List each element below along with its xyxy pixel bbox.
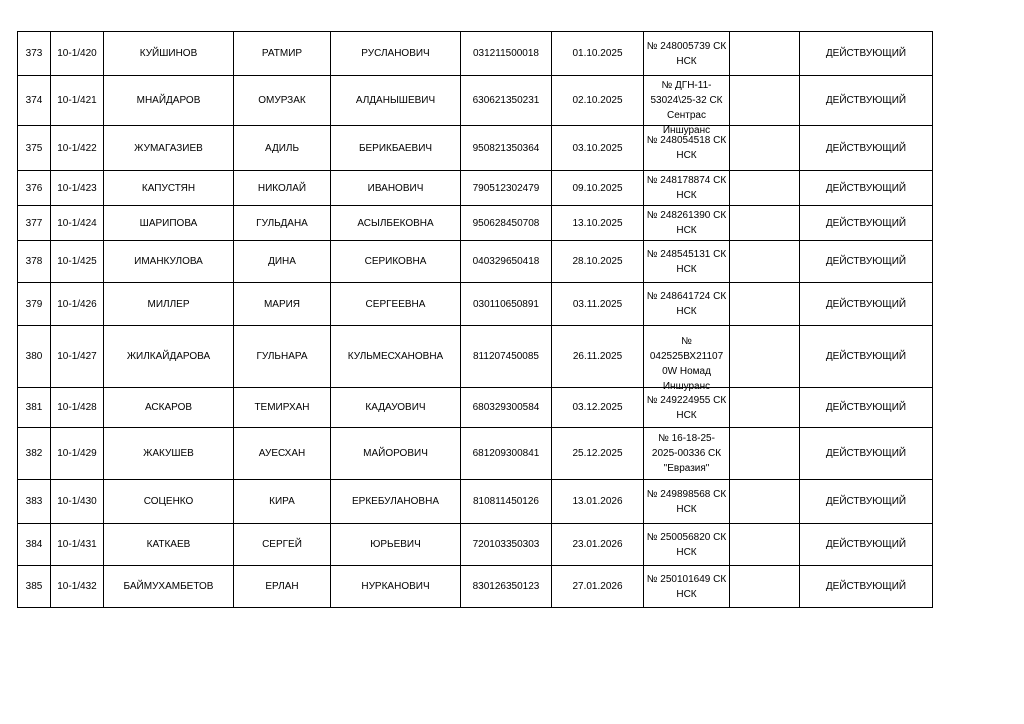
row-number-cell: 384 xyxy=(18,524,51,566)
status-cell: ДЕЙСТВУЮЩИЙ xyxy=(800,524,933,566)
note-cell xyxy=(730,428,800,480)
date-cell: 23.01.2026 xyxy=(552,524,644,566)
note-cell xyxy=(730,32,800,76)
status-cell: ДЕЙСТВУЮЩИЙ xyxy=(800,283,933,326)
note-cell xyxy=(730,76,800,126)
table-row xyxy=(18,171,933,206)
patronymic-cell: ИВАНОВИЧ xyxy=(331,171,461,206)
patronymic-cell: АЛДАНЫШЕВИЧ xyxy=(331,76,461,126)
patronymic-cell: НУРКАНОВИЧ xyxy=(331,566,461,608)
table-row xyxy=(18,388,933,428)
iin-cell: 681209300841 xyxy=(461,428,552,480)
patronymic-cell: ЮРЬЕВИЧ xyxy=(331,524,461,566)
insurance-policy-cell xyxy=(644,566,730,608)
status-cell: ДЕЙСТВУЮЩИЙ xyxy=(800,126,933,171)
table-row xyxy=(18,206,933,241)
row-number-cell: 381 xyxy=(18,388,51,428)
patronymic-cell: СЕРИКОВНА xyxy=(331,241,461,283)
row-number-cell: 376 xyxy=(18,171,51,206)
last-name-cell: ЖИЛКАЙДАРОВА xyxy=(104,326,234,388)
table-row xyxy=(18,76,933,126)
registration-number-cell: 10-1/421 xyxy=(51,76,104,126)
date-cell: 03.10.2025 xyxy=(552,126,644,171)
registration-number-cell: 10-1/430 xyxy=(51,480,104,524)
registration-number-cell: 10-1/425 xyxy=(51,241,104,283)
last-name-cell: КУЙШИНОВ xyxy=(104,32,234,76)
status-cell: ДЕЙСТВУЮЩИЙ xyxy=(800,76,933,126)
insurance-policy-cell xyxy=(644,480,730,524)
iin-cell: 810811450126 xyxy=(461,480,552,524)
insurance-policy-text: № 249898568 СК НСК xyxy=(646,488,727,515)
patronymic-cell: БЕРИКБАЕВИЧ xyxy=(331,126,461,171)
last-name-cell: КАПУСТЯН xyxy=(104,171,234,206)
date-cell: 03.11.2025 xyxy=(552,283,644,326)
status-cell: ДЕЙСТВУЮЩИЙ xyxy=(800,206,933,241)
insurance-policy-text: № 248005739 СК НСК xyxy=(646,40,727,67)
insurance-policy-text: № 250056820 СК НСК xyxy=(646,531,727,558)
last-name-cell: ЖУМАГАЗИЕВ xyxy=(104,126,234,171)
registration-number-cell: 10-1/427 xyxy=(51,326,104,388)
first-name-cell: КИРА xyxy=(234,480,331,524)
first-name-cell: РАТМИР xyxy=(234,32,331,76)
iin-cell: 790512302479 xyxy=(461,171,552,206)
row-number-cell: 377 xyxy=(18,206,51,241)
first-name-cell: АУЕСХАН xyxy=(234,428,331,480)
row-number-cell: 373 xyxy=(18,32,51,76)
patronymic-cell: РУСЛАНОВИЧ xyxy=(331,32,461,76)
last-name-cell: КАТКАЕВ xyxy=(104,524,234,566)
registration-number-cell: 10-1/432 xyxy=(51,566,104,608)
last-name-cell: БАЙМУХАМБЕТОВ xyxy=(104,566,234,608)
note-cell xyxy=(730,524,800,566)
first-name-cell: АДИЛЬ xyxy=(234,126,331,171)
last-name-cell: ШАРИПОВА xyxy=(104,206,234,241)
row-number-cell: 379 xyxy=(18,283,51,326)
registration-number-cell: 10-1/431 xyxy=(51,524,104,566)
last-name-cell: МНАЙДАРОВ xyxy=(104,76,234,126)
insurance-policy-cell xyxy=(644,32,730,76)
note-cell xyxy=(730,480,800,524)
insurance-policy-cell xyxy=(644,326,730,392)
insurance-policy-text: № 248641724 СК НСК xyxy=(646,291,727,317)
patronymic-cell: АСЫЛБЕКОВНА xyxy=(331,206,461,241)
patronymic-cell: КАДАУОВИЧ xyxy=(331,388,461,428)
insurance-policy-text: № 248261390 СК НСК xyxy=(646,210,727,236)
status-cell: ДЕЙСТВУЮЩИЙ xyxy=(800,566,933,608)
registration-number-cell: 10-1/420 xyxy=(51,32,104,76)
insurance-policy-cell xyxy=(644,428,730,480)
note-cell xyxy=(730,283,800,326)
iin-cell: 030110650891 xyxy=(461,283,552,326)
table-row xyxy=(18,241,933,283)
table-row xyxy=(18,524,933,566)
status-cell: ДЕЙСТВУЮЩИЙ xyxy=(800,388,933,428)
insurance-policy-cell xyxy=(644,171,730,206)
row-number-cell: 383 xyxy=(18,480,51,524)
note-cell xyxy=(730,388,800,428)
status-cell: ДЕЙСТВУЮЩИЙ xyxy=(800,241,933,283)
row-number-cell: 385 xyxy=(18,566,51,608)
insurance-policy-cell xyxy=(644,206,730,241)
date-cell: 13.01.2026 xyxy=(552,480,644,524)
iin-cell: 031211500018 xyxy=(461,32,552,76)
iin-cell: 630621350231 xyxy=(461,76,552,126)
row-number-cell: 382 xyxy=(18,428,51,480)
date-cell: 02.10.2025 xyxy=(552,76,644,126)
row-number-cell: 375 xyxy=(18,126,51,171)
note-cell xyxy=(730,566,800,608)
registry-table-body xyxy=(18,32,933,608)
insurance-policy-cell xyxy=(644,524,730,566)
status-cell: ДЕЙСТВУЮЩИЙ xyxy=(800,428,933,480)
registration-number-cell: 10-1/428 xyxy=(51,388,104,428)
insurance-policy-text: № 250101649 СК НСК xyxy=(646,573,727,600)
insurance-policy-cell xyxy=(644,126,730,171)
iin-cell: 680329300584 xyxy=(461,388,552,428)
insurance-policy-text: № 248178874 СК НСК xyxy=(646,175,727,201)
first-name-cell: ГУЛЬДАНА xyxy=(234,206,331,241)
registration-number-cell: 10-1/422 xyxy=(51,126,104,171)
date-cell: 27.01.2026 xyxy=(552,566,644,608)
row-number-cell: 378 xyxy=(18,241,51,283)
first-name-cell: ТЕМИРХАН xyxy=(234,388,331,428)
patronymic-cell: КУЛЬМЕСХАНОВНА xyxy=(331,326,461,388)
patronymic-cell: ЕРКЕБУЛАНОВНА xyxy=(331,480,461,524)
iin-cell: 830126350123 xyxy=(461,566,552,608)
date-cell: 13.10.2025 xyxy=(552,206,644,241)
insurance-policy-text: № 248054518 СК НСК xyxy=(646,135,727,161)
insurance-policy-text: № 248545131 СК НСК xyxy=(646,248,727,275)
first-name-cell: ЕРЛАН xyxy=(234,566,331,608)
iin-cell: 950821350364 xyxy=(461,126,552,171)
patronymic-cell: СЕРГЕЕВНА xyxy=(331,283,461,326)
iin-cell: 950628450708 xyxy=(461,206,552,241)
table-row xyxy=(18,480,933,524)
note-cell xyxy=(730,326,800,388)
first-name-cell: НИКОЛАЙ xyxy=(234,171,331,206)
insurance-policy-cell xyxy=(644,76,730,136)
registration-number-cell: 10-1/423 xyxy=(51,171,104,206)
insurance-policy-text: № ДГН-11-53024\25-32 СК Сентрас Иншуранс xyxy=(650,79,723,136)
last-name-cell: СОЦЕНКО xyxy=(104,480,234,524)
note-cell xyxy=(730,241,800,283)
status-cell: ДЕЙСТВУЮЩИЙ xyxy=(800,326,933,388)
iin-cell: 040329650418 xyxy=(461,241,552,283)
status-cell: ДЕЙСТВУЮЩИЙ xyxy=(800,32,933,76)
first-name-cell: МАРИЯ xyxy=(234,283,331,326)
note-cell xyxy=(730,126,800,171)
last-name-cell: ЖАКУШЕВ xyxy=(104,428,234,480)
registration-number-cell: 10-1/429 xyxy=(51,428,104,480)
registration-number-cell: 10-1/424 xyxy=(51,206,104,241)
table-row xyxy=(18,126,933,171)
last-name-cell: МИЛЛЕР xyxy=(104,283,234,326)
last-name-cell: ИМАНКУЛОВА xyxy=(104,241,234,283)
status-cell: ДЕЙСТВУЮЩИЙ xyxy=(800,480,933,524)
first-name-cell: СЕРГЕЙ xyxy=(234,524,331,566)
first-name-cell: ДИНА xyxy=(234,241,331,283)
table-row xyxy=(18,32,933,76)
date-cell: 26.11.2025 xyxy=(552,326,644,388)
table-row xyxy=(18,283,933,326)
first-name-cell: ГУЛЬНАРА xyxy=(234,326,331,388)
last-name-cell: АСКАРОВ xyxy=(104,388,234,428)
registration-number-cell: 10-1/426 xyxy=(51,283,104,326)
date-cell: 03.12.2025 xyxy=(552,388,644,428)
row-number-cell: 374 xyxy=(18,76,51,126)
table-row xyxy=(18,428,933,480)
note-cell xyxy=(730,206,800,241)
table-row xyxy=(18,566,933,608)
first-name-cell: ОМУРЗАК xyxy=(234,76,331,126)
insurance-policy-cell xyxy=(644,241,730,283)
note-cell xyxy=(730,171,800,206)
patronymic-cell: МАЙОРОВИЧ xyxy=(331,428,461,480)
date-cell: 09.10.2025 xyxy=(552,171,644,206)
insurance-policy-text: № 16-18-25-2025-00336 СК "Евразия" xyxy=(651,433,722,474)
insurance-policy-cell xyxy=(644,283,730,326)
iin-cell: 720103350303 xyxy=(461,524,552,566)
iin-cell: 811207450085 xyxy=(461,326,552,388)
date-cell: 28.10.2025 xyxy=(552,241,644,283)
registry-table xyxy=(17,31,933,608)
status-cell: ДЕЙСТВУЮЩИЙ xyxy=(800,171,933,206)
date-cell: 01.10.2025 xyxy=(552,32,644,76)
date-cell: 25.12.2025 xyxy=(552,428,644,480)
insurance-policy-text: № 042525ВХ21107 0W Номад Иншуранс xyxy=(649,335,724,392)
table-row xyxy=(18,326,933,388)
row-number-cell: 380 xyxy=(18,326,51,388)
insurance-policy-cell xyxy=(644,388,730,428)
insurance-policy-text: № 249224955 СК НСК xyxy=(646,394,727,421)
